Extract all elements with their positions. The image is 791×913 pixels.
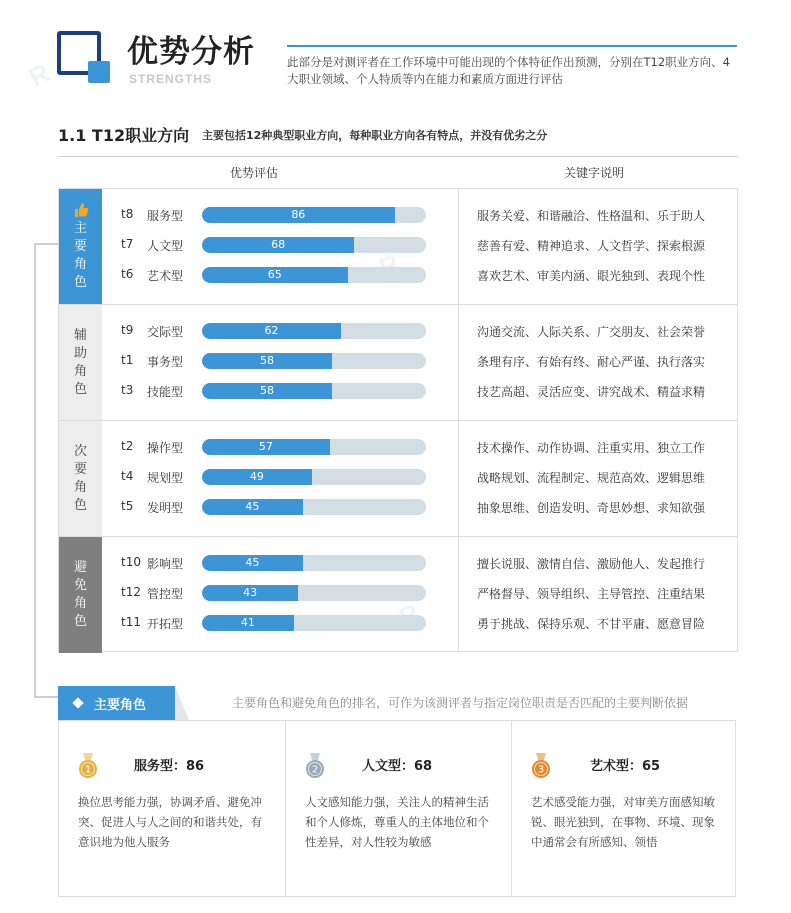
score-bar-fill (202, 499, 303, 515)
role-label-char: 主 (73, 220, 87, 236)
role-group (59, 537, 737, 653)
direction-row-t8 (121, 206, 441, 224)
score-value: 49 (249, 470, 264, 483)
direction-row-t5 (121, 498, 441, 516)
section-subtitle: 主要包括12种典型职业方向，每种职业方向各有特点，并没有优劣之分 (202, 129, 548, 142)
main-role-description: 人文感知能力强，关注人的精神生活和个人修炼，尊重人的主体地位和个性差异，对人性较为敏感 (305, 795, 489, 849)
keywords-text: 擅长说服、激情自信、激励他人、发起推行 (477, 557, 706, 571)
direction-code: t5 (121, 499, 134, 513)
score-bar-fill (202, 585, 298, 601)
thumbs-up-icon (73, 202, 89, 218)
score-bar-fill (202, 237, 354, 253)
direction-name: 影响型 (147, 557, 184, 571)
direction-name: 艺术型 (147, 269, 184, 283)
direction-name: 交际型 (147, 325, 184, 339)
direction-row-t10 (121, 554, 441, 572)
header-description: 此部分是对测评者在工作环境中可能出现的个体特征作出预测，分别在T12职业方向、4大职业领域、个人特质等内在能力和素质方面进行评估 (287, 55, 730, 86)
keywords-text: 喜欢艺术、审美内涵、眼光独到、表现个性 (477, 269, 706, 283)
score-value: 45 (245, 500, 260, 513)
career-direction-table (58, 188, 738, 652)
score-bar-track (202, 207, 426, 223)
main-roles-note: 主要角色和避免角色的排名，可作为该测评者与指定岗位职责是否匹配的主要判断依据 (232, 696, 689, 710)
score-value: 45 (245, 556, 260, 569)
direction-code: t10 (121, 555, 141, 569)
direction-code: t2 (121, 439, 134, 453)
score-bar-track (202, 237, 426, 253)
score-bar-fill (202, 323, 341, 339)
direction-code: t8 (121, 207, 134, 221)
main-role-description: 艺术感受能力强，对审美方面感知敏锐、眼光独到，在事物、环境、现象中通常会有所感知、领悟 (531, 795, 715, 849)
role-label-cell (59, 305, 102, 420)
role-label-char: 辅 (73, 327, 87, 343)
keywords-text: 服务关爱、和谐融洽、性格温和、乐于助人 (477, 209, 706, 223)
score-bar-track (202, 353, 426, 369)
keywords-text: 抽象思维、创造发明、奇思妙想、求知欲强 (477, 501, 706, 515)
watermark: R (24, 57, 55, 93)
role-label-char: 色 (73, 381, 87, 397)
score-value: 58 (259, 354, 274, 367)
column-divider (458, 537, 459, 653)
score-bar-fill (202, 439, 330, 455)
direction-code: t3 (121, 383, 134, 397)
direction-code: t6 (121, 267, 134, 281)
role-label-cell (59, 537, 102, 653)
connector-line (34, 696, 58, 698)
score-bar-track (202, 383, 426, 399)
role-label-char: 色 (73, 497, 87, 513)
score-value: 86 (291, 208, 306, 221)
direction-code: t1 (121, 353, 134, 367)
role-label-char: 角 (73, 596, 87, 611)
direction-name: 规划型 (147, 471, 184, 485)
medal-rank: 3 (537, 764, 545, 776)
column-header-assessment: 优势评估 (230, 166, 279, 180)
section-logo (57, 31, 107, 81)
score-bar-fill (202, 383, 332, 399)
header-rule (287, 45, 737, 47)
connector-line (34, 243, 36, 697)
direction-name: 发明型 (147, 501, 184, 515)
score-value: 57 (258, 440, 273, 453)
score-value: 62 (264, 324, 279, 337)
column-divider (458, 189, 459, 304)
score-bar-fill (202, 615, 294, 631)
score-bar-fill (202, 267, 348, 283)
keywords-text: 慈善有爱、精神追求、人文哲学、探索根源 (477, 239, 706, 253)
role-label-char: 免 (73, 578, 87, 593)
role-label-char: 要 (73, 461, 87, 477)
main-roles-tab-label: 主要角色 (94, 697, 147, 713)
score-bar-track (202, 267, 426, 283)
section-rule (58, 156, 738, 157)
medal-icon (531, 753, 551, 779)
role-label-char: 要 (73, 238, 87, 254)
direction-row-t11 (121, 614, 441, 632)
direction-name: 人文型 (147, 239, 184, 253)
direction-code: t7 (121, 237, 134, 251)
role-label-cell (59, 189, 102, 304)
direction-row-t4 (121, 468, 441, 486)
main-role-title: 服务型：86 (134, 759, 205, 774)
role-label-char: 避 (73, 560, 87, 575)
role-label-char: 角 (73, 363, 87, 379)
page-title-en: STRENGTHS (129, 72, 213, 86)
column-divider (458, 421, 459, 536)
score-bar-track (202, 615, 426, 631)
watermark: R (394, 597, 425, 633)
score-value: 58 (259, 384, 274, 397)
direction-name: 服务型 (147, 209, 184, 223)
direction-row-t2 (121, 438, 441, 456)
direction-row-t1 (121, 352, 441, 370)
direction-name: 开拓型 (147, 617, 184, 631)
direction-row-t7 (121, 236, 441, 254)
role-label-char: 色 (73, 274, 87, 290)
keywords-text: 条理有序、有始有终、耐心严谨、执行落实 (477, 355, 706, 369)
main-role-title: 人文型：68 (362, 759, 433, 774)
direction-name: 技能型 (147, 385, 184, 399)
keywords-text: 技艺高超、灵活应变、讲究战术、精益求精 (477, 385, 706, 399)
score-bar-track (202, 439, 426, 455)
direction-row-t6 (121, 266, 441, 284)
score-value: 43 (243, 586, 258, 599)
direction-row-t3 (121, 382, 441, 400)
score-bar-fill (202, 353, 332, 369)
direction-code: t4 (121, 469, 134, 483)
column-divider (458, 305, 459, 420)
column-header-keywords: 关键字说明 (564, 166, 625, 180)
section-title: 1.1 T12职业方向 (58, 126, 190, 145)
score-bar-track (202, 323, 426, 339)
score-bar-track (202, 469, 426, 485)
keywords-text: 战略规划、流程制定、规范高效、逻辑思维 (477, 471, 706, 485)
direction-code: t9 (121, 323, 134, 337)
main-role-description: 换位思考能力强，协调矛盾、避免冲突、促进人与人之间的和谐共处，有意识地为他人服务 (78, 795, 262, 849)
medal-icon (305, 753, 325, 779)
role-label-char: 助 (73, 345, 87, 361)
role-label-char: 次 (73, 443, 87, 459)
role-group (59, 421, 737, 537)
role-label-cell (59, 421, 102, 536)
direction-code: t11 (121, 615, 141, 629)
tab-tail (175, 686, 189, 720)
keywords-text: 技术操作、动作协调、注重实用、独立工作 (477, 441, 706, 455)
direction-name: 管控型 (147, 587, 184, 601)
watermark: R (374, 247, 405, 283)
direction-name: 操作型 (147, 441, 184, 455)
score-value: 65 (267, 268, 282, 281)
connector-line (34, 243, 58, 245)
role-group (59, 189, 737, 305)
medal-rank: 2 (311, 764, 319, 776)
score-bar-track (202, 555, 426, 571)
direction-name: 事务型 (147, 355, 184, 369)
role-label-char: 角 (73, 479, 87, 495)
keywords-text: 沟通交流、人际关系、广交朋友、社会荣誉 (477, 325, 706, 339)
score-bar-fill (202, 555, 303, 571)
main-role-title: 艺术型：65 (590, 759, 661, 774)
main-role-card-1 (59, 721, 285, 896)
medal-icon (78, 753, 98, 779)
direction-row-t9 (121, 322, 441, 340)
main-role-card-2 (285, 721, 511, 896)
direction-code: t12 (121, 585, 141, 599)
score-bar-fill (202, 469, 312, 485)
medal-rank: 1 (84, 764, 92, 776)
role-label-char: 角 (73, 256, 87, 272)
main-role-card-3 (511, 721, 737, 896)
score-value: 68 (271, 238, 286, 251)
page-title: 优势分析 (127, 34, 255, 70)
score-bar-fill (202, 207, 395, 223)
diamond-icon (72, 697, 83, 708)
direction-row-t12 (121, 584, 441, 602)
role-group (59, 305, 737, 421)
keywords-text: 严格督导、领导组织、主导管控、注重结果 (477, 587, 706, 601)
main-roles-tab[interactable] (58, 686, 175, 720)
keywords-text: 勇于挑战、保持乐观、不甘平庸、愿意冒险 (477, 617, 706, 631)
score-bar-track (202, 499, 426, 515)
role-label-char: 色 (73, 614, 87, 629)
score-bar-track (202, 585, 426, 601)
score-value: 41 (240, 616, 255, 629)
main-roles-cards (58, 720, 736, 897)
